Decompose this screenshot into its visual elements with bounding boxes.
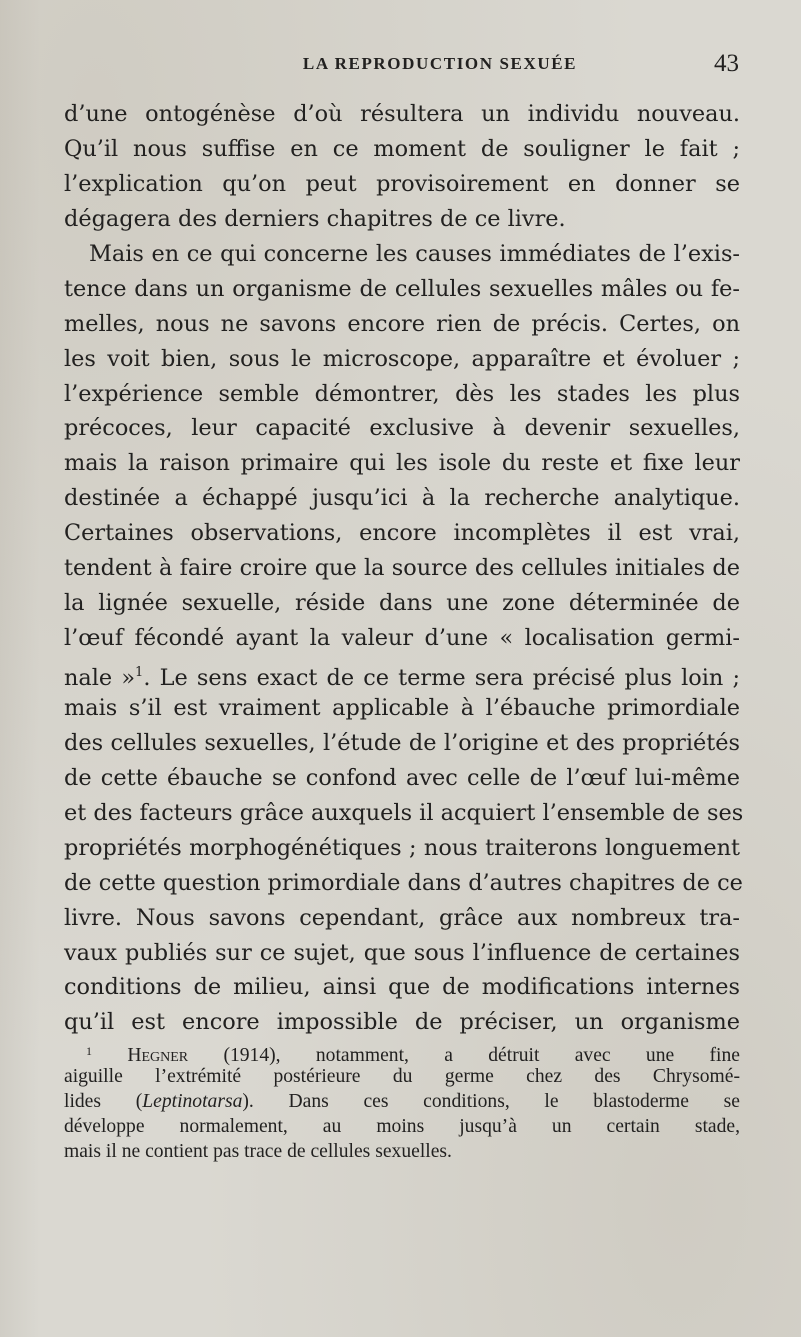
text-line: les voit bien, sous le microscope, apparaître et évoluer ; bbox=[64, 345, 740, 372]
text-line: tendent à faire croire que la source des cellules initiales de bbox=[64, 555, 740, 582]
footnote-line bbox=[64, 1039, 740, 1064]
text-line: tence dans un organisme de cellules sexuelles mâles ou fe- bbox=[64, 275, 740, 302]
text-line: l’œuf fécondé ayant la valeur d’une « localisation germi- bbox=[64, 625, 740, 652]
text-line: livre. Nous savons cependant, grâce aux nombreux tra- bbox=[64, 904, 740, 931]
body-text bbox=[64, 97, 744, 1040]
footnote-reference: 1 bbox=[135, 665, 144, 680]
text-line: propriétés morphogénétiques ; nous traiterons longuement bbox=[64, 834, 740, 861]
footnote-line: développe normalement, au moins jusqu’à un certain stade, bbox=[64, 1116, 740, 1138]
footnote-line bbox=[64, 1089, 740, 1114]
footnote-marker: 1 bbox=[86, 1044, 92, 1058]
footnote-author: Hegner bbox=[127, 1045, 189, 1066]
text-line: mais la raison primaire qui les isole du reste et fixe leur bbox=[64, 450, 740, 477]
text-line: la lignée sexuelle, réside dans une zone déterminée de bbox=[64, 590, 740, 617]
footnote-line: mais il ne contient pas trace de cellules sexuelles. bbox=[64, 1141, 452, 1163]
running-title: LA REPRODUCTION SEXUÉE bbox=[302, 54, 578, 73]
footnote-text: (1914), notamment, a détruit avec une fine bbox=[223, 1045, 740, 1066]
text-line: l’expérience semble démontrer, dès les stades les plus bbox=[64, 380, 740, 407]
footnote-line: aiguille l’extrémité postérieure du germe chez des Chrysomé- bbox=[64, 1066, 740, 1088]
text-line: destinée a échappé jusqu’ici à la recherche analytique. bbox=[64, 485, 740, 512]
text-line-with-note bbox=[64, 656, 740, 691]
text-fragment: . Le sens exact de ce terme sera précisé plus loin ; bbox=[143, 665, 741, 691]
text-line: et des facteurs grâce auxquels il acquiert l’ensemble de ses bbox=[64, 799, 744, 826]
text-line: qu’il est encore impossible de préciser, un organisme bbox=[64, 1009, 740, 1036]
text-line: mais s’il est vraiment applicable à l’ébauche primordiale bbox=[64, 694, 740, 721]
text-line: conditions de milieu, ainsi que de modifications internes bbox=[64, 974, 740, 1001]
running-head bbox=[0, 52, 801, 82]
footnote-genus: Leptinotarsa bbox=[142, 1091, 243, 1113]
text-line: de cette ébauche se confond avec celle de l’œuf lui-même bbox=[64, 764, 740, 791]
footnote bbox=[64, 1039, 740, 1164]
text-line: de cette question primordiale dans d’autres chapitres de ce bbox=[64, 869, 743, 896]
text-line: d’une ontogénèse d’où résultera un individu nouveau. bbox=[64, 101, 740, 127]
text-line: vaux publiés sur ce sujet, que sous l’influence de certaines bbox=[64, 939, 740, 966]
page-number: 43 bbox=[714, 50, 739, 77]
text-line: précoces, leur capacité exclusive à devenir sexuelles, bbox=[64, 415, 740, 442]
text-line: dégagera des derniers chapitres de ce livre. bbox=[64, 205, 566, 232]
text-line: Certaines observations, encore incomplètes il est vrai, bbox=[64, 520, 740, 547]
footnote-text: ). Dans ces conditions, le blastoderme se bbox=[242, 1091, 741, 1113]
footnote-text: lides ( bbox=[64, 1091, 143, 1113]
text-line: Qu’il nous suffise en ce moment de souligner le fait ; bbox=[64, 135, 740, 162]
text-line: Mais en ce qui concerne les causes immédiates de l’exis- bbox=[89, 240, 740, 267]
text-line: l’explication qu’on peut provisoirement en donner se bbox=[64, 170, 740, 197]
text-line: melles, nous ne savons encore rien de précis. Certes, on bbox=[64, 310, 740, 337]
text-line: des cellules sexuelles, l’étude de l’origine et des propriétés bbox=[64, 729, 740, 756]
text-fragment: nale » bbox=[64, 665, 136, 691]
